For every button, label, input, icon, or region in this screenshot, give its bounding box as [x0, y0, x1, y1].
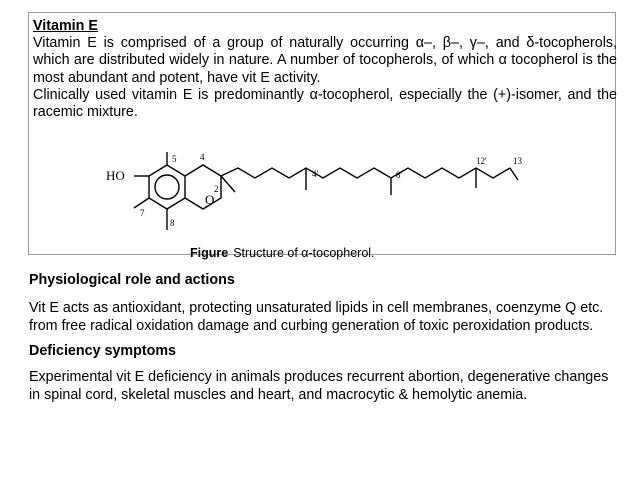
deficiency-text: Experimental vit E deficiency in animals produces recurrent abortion, degenerative changes in spinal cord, skeletal muscles and heart, and macrocytic & hemolytic anemia.	[29, 369, 609, 403]
label-2: 2	[214, 184, 219, 194]
oxygen-label: O	[205, 192, 215, 207]
physiological-role-heading: Physiological role and actions	[29, 272, 235, 288]
ho-label: HO	[106, 168, 125, 183]
intro-paragraph: Vitamin E is comprised of a group of naturally occurring α–, β–, γ–, and δ-tocopherols, which are distributed widely in nature. A number of tocopherols, of which α tocopherol is the most abundant and potent, have vit E activity.	[33, 35, 617, 86]
label-13: 13	[513, 156, 522, 166]
intro-section	[33, 18, 617, 121]
label-7: 7	[140, 208, 145, 218]
clinical-paragraph: Clinically used vitamin E is predominantly α-tocopherol, especially the (+)-isomer, and the racemic mixture.	[33, 86, 617, 121]
phytyl-side-chain	[221, 168, 510, 178]
label-4: 4	[200, 152, 205, 162]
deficiency-heading: Deficiency symptoms	[29, 343, 176, 360]
tocopherol-structure-diagram	[100, 150, 540, 255]
label-4-prime: 4'	[312, 169, 319, 179]
label-8: 8	[170, 218, 175, 228]
physiological-role-text: Vit E acts as antioxidant, protecting unsaturated lipids in cell membranes, coenzyme Q etc. from free radical oxidation damage and curbing generation of toxic peroxidation products.	[29, 300, 604, 334]
label-12-prime: 12'	[476, 156, 487, 166]
figure-caption-label: Figure	[190, 246, 229, 260]
section-title: Vitamin E	[33, 18, 98, 34]
content-sections	[29, 272, 614, 404]
label-8-prime: 8'	[396, 170, 403, 180]
label-5: 5	[172, 154, 177, 164]
figure-caption	[190, 246, 375, 260]
aromatic-circle	[155, 175, 179, 199]
figure-caption-text: Structure of α-tocopherol.	[233, 246, 375, 260]
